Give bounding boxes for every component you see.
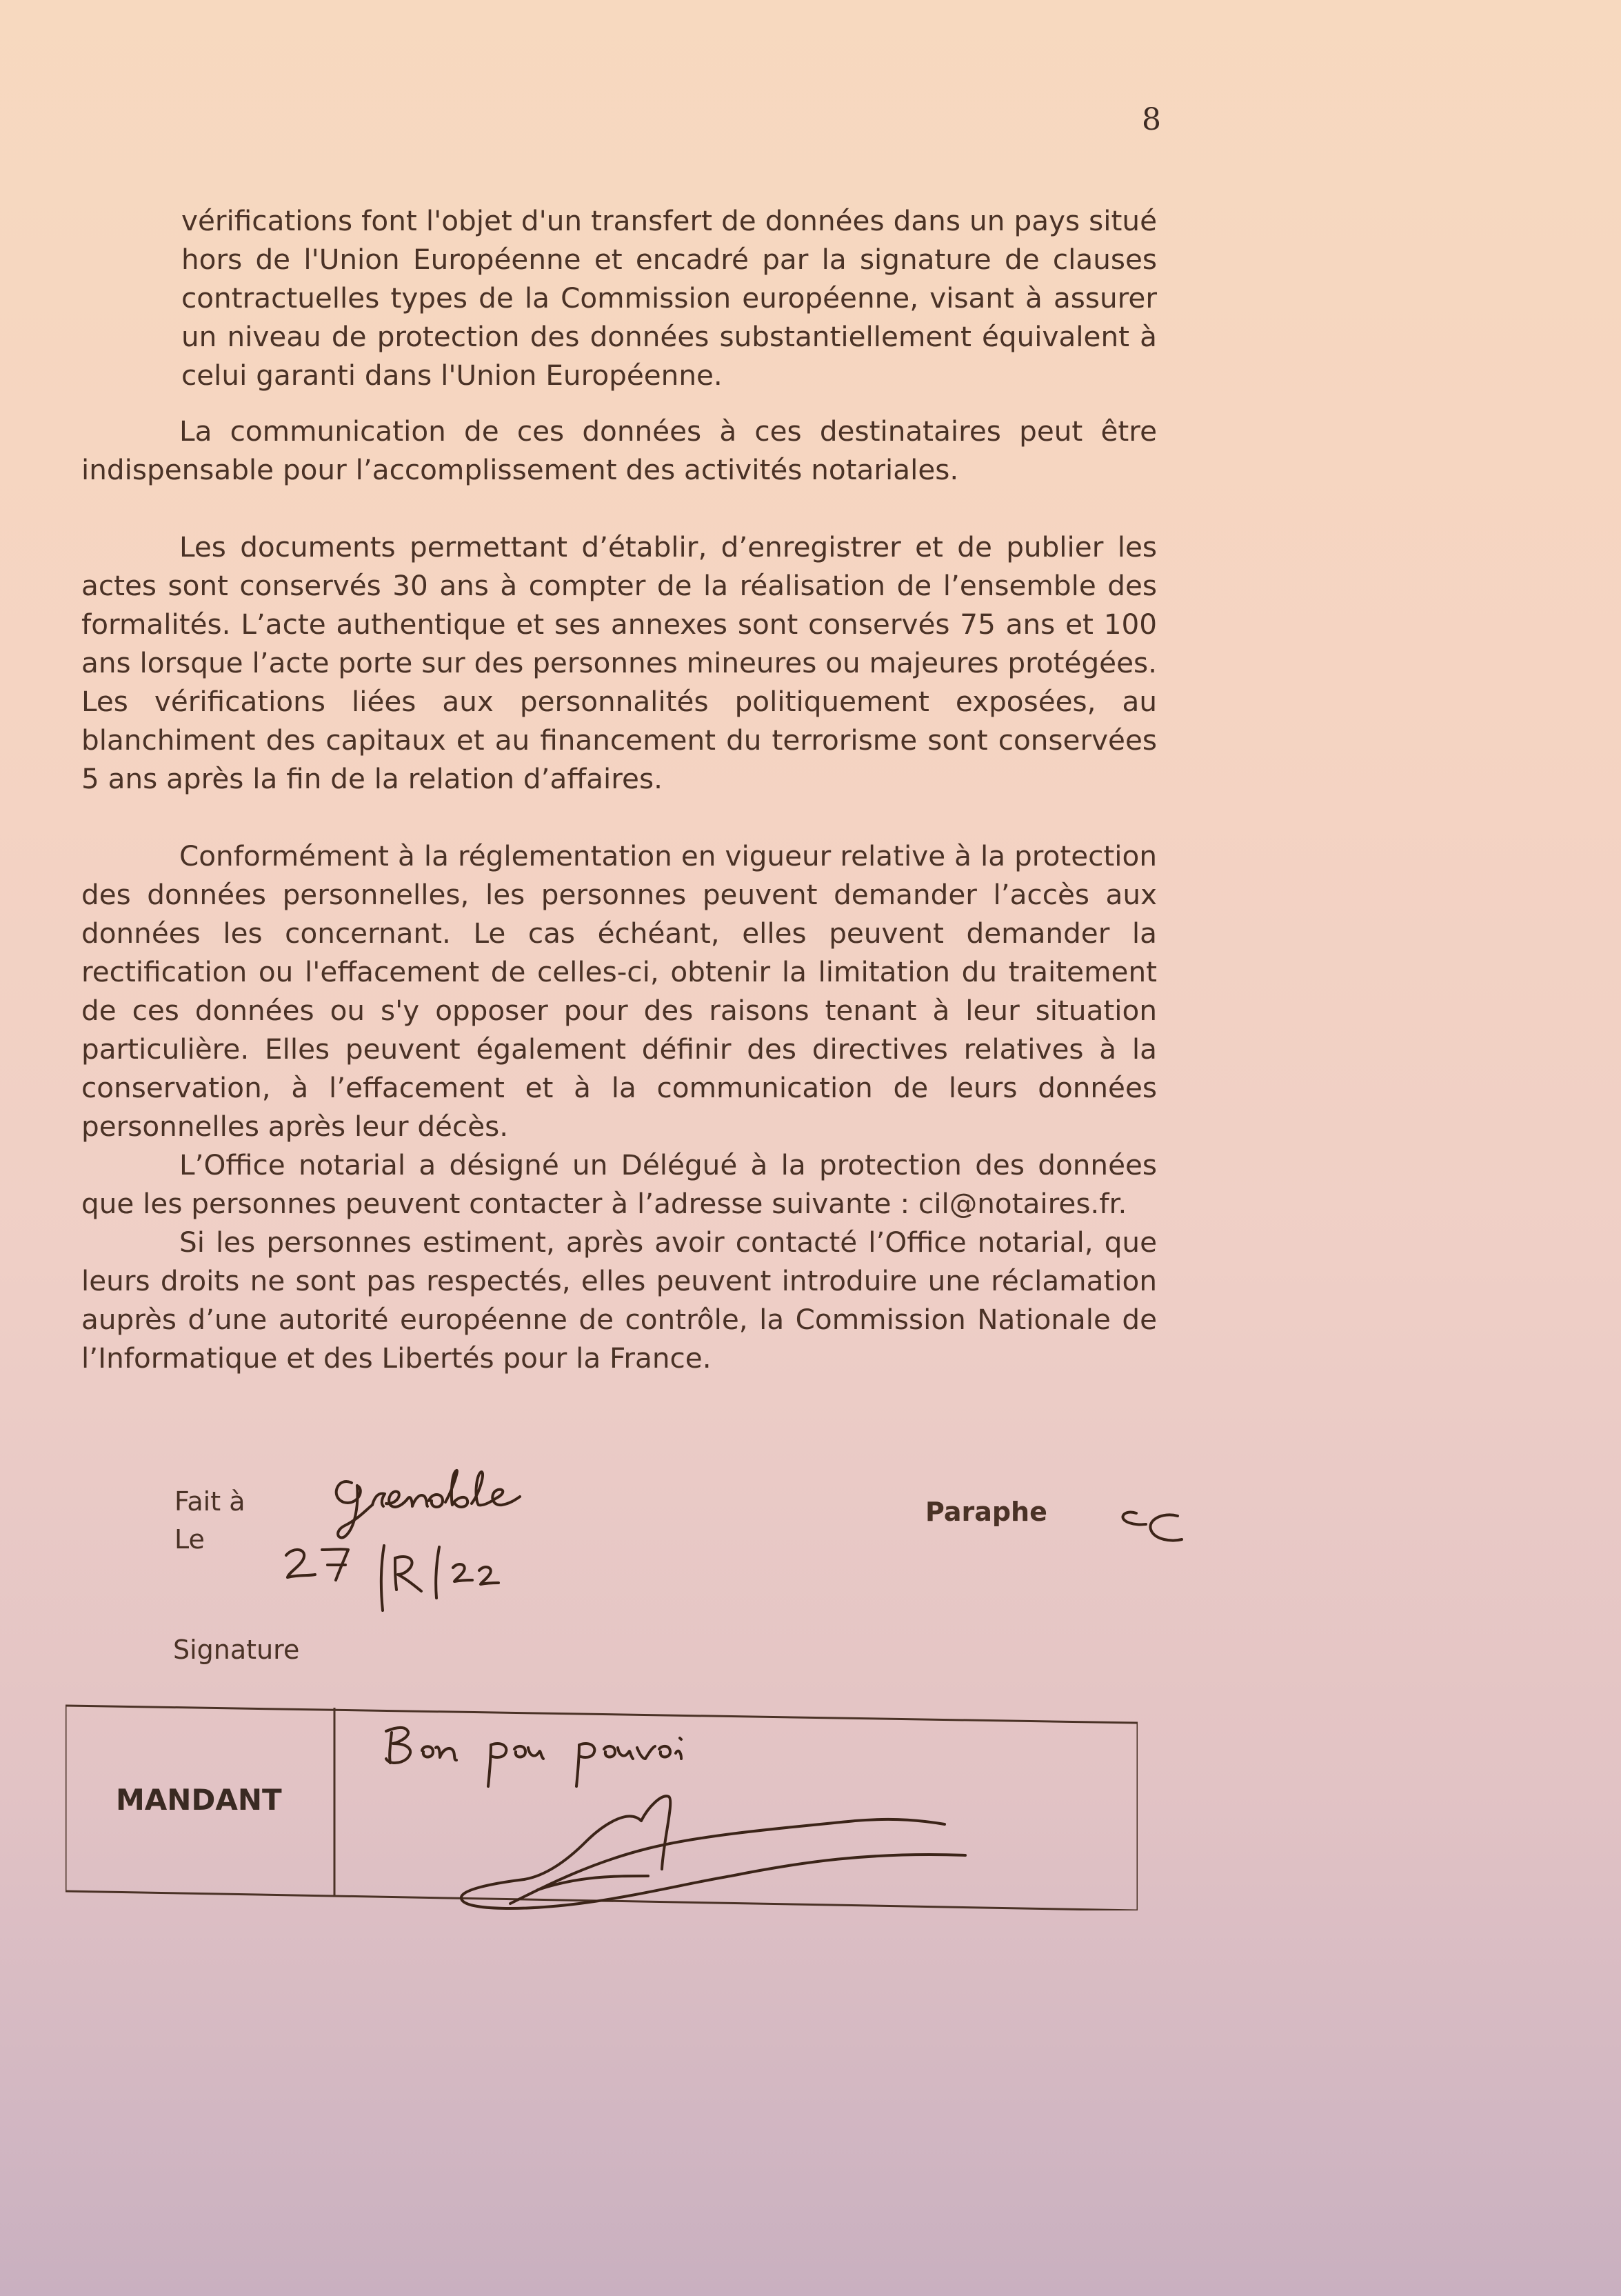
paragraph-transfer: vérifications font l'objet d'un transfert de données dans un pays situé hors de l'Union Européenne et encadré par la signature de clauses contractuelles types de la Commission européenne, visant à assurer un niveau de protection des données substantiellement équivalent à celui garanti dans l'Union Européenne.	[181, 204, 1157, 392]
signature-label: Signature	[173, 1635, 300, 1665]
paragraph-complaint: Si les personnes estiment, après avoir contacté l’Office notarial, que leurs droits ne sont pas respectés, elles peuvent introduire une réclamation auprès d’une autorité européenne de contrôle, la Commission Nationale de l’Informatique et des Libertés pour la France.	[81, 1226, 1157, 1375]
paraphe-label: Paraphe	[925, 1497, 1047, 1527]
mandant-label: MANDANT	[116, 1783, 282, 1817]
handwritten-date	[279, 1535, 541, 1624]
handwritten-initials	[1110, 1504, 1193, 1559]
paragraph-rights: Conformément à la réglementation en vigueur relative à la protection des données personnelles, les personnes peuvent demander l’accès aux données les concernant. Le cas échéant, elles peuvent demander la rectification ou l'effacement de celles-ci, obtenir la limitation du traitement de ces données ou s'y opposer pour des raisons tenant à leur situation particulière. Elles peuvent également définir des directives relatives à la conservation, à l’effacement et à la communication de leurs données personnelles après leur décès.	[81, 839, 1157, 1143]
paragraph-conservation: Les documents permettant d’établir, d’enregistrer et de publier les actes sont conservés 30 ans à compter de la réalisation de l’ensemble des formalités. L’acte authentique et ses annexes sont conservés 75 ans et 100 ans lorsque l’acte porte sur des personnes mineures ou majeures protégées. Les vérifications liées aux personnalités politiquement exposées, au blanchiment des capitaux et au financement du terrorisme sont conservées 5 ans après la fin de la relation d’affaires.	[81, 530, 1157, 795]
paragraph-dpo: L’Office notarial a désigné un Délégué à la protection des données que les personnes peuvent contacter à l’adresse suivante : cil@notaires.fr.	[81, 1148, 1157, 1220]
handwritten-signature	[441, 1779, 993, 1917]
document-body	[81, 201, 1157, 1377]
page-number: 8	[1142, 102, 1161, 137]
fait-a-label: Fait à	[174, 1486, 245, 1517]
le-label: Le	[174, 1524, 205, 1555]
paragraph-communication: La communication de ces données à ces destinataires peut être indispensable pour l’accomplissement des activités notariales.	[81, 415, 1157, 486]
